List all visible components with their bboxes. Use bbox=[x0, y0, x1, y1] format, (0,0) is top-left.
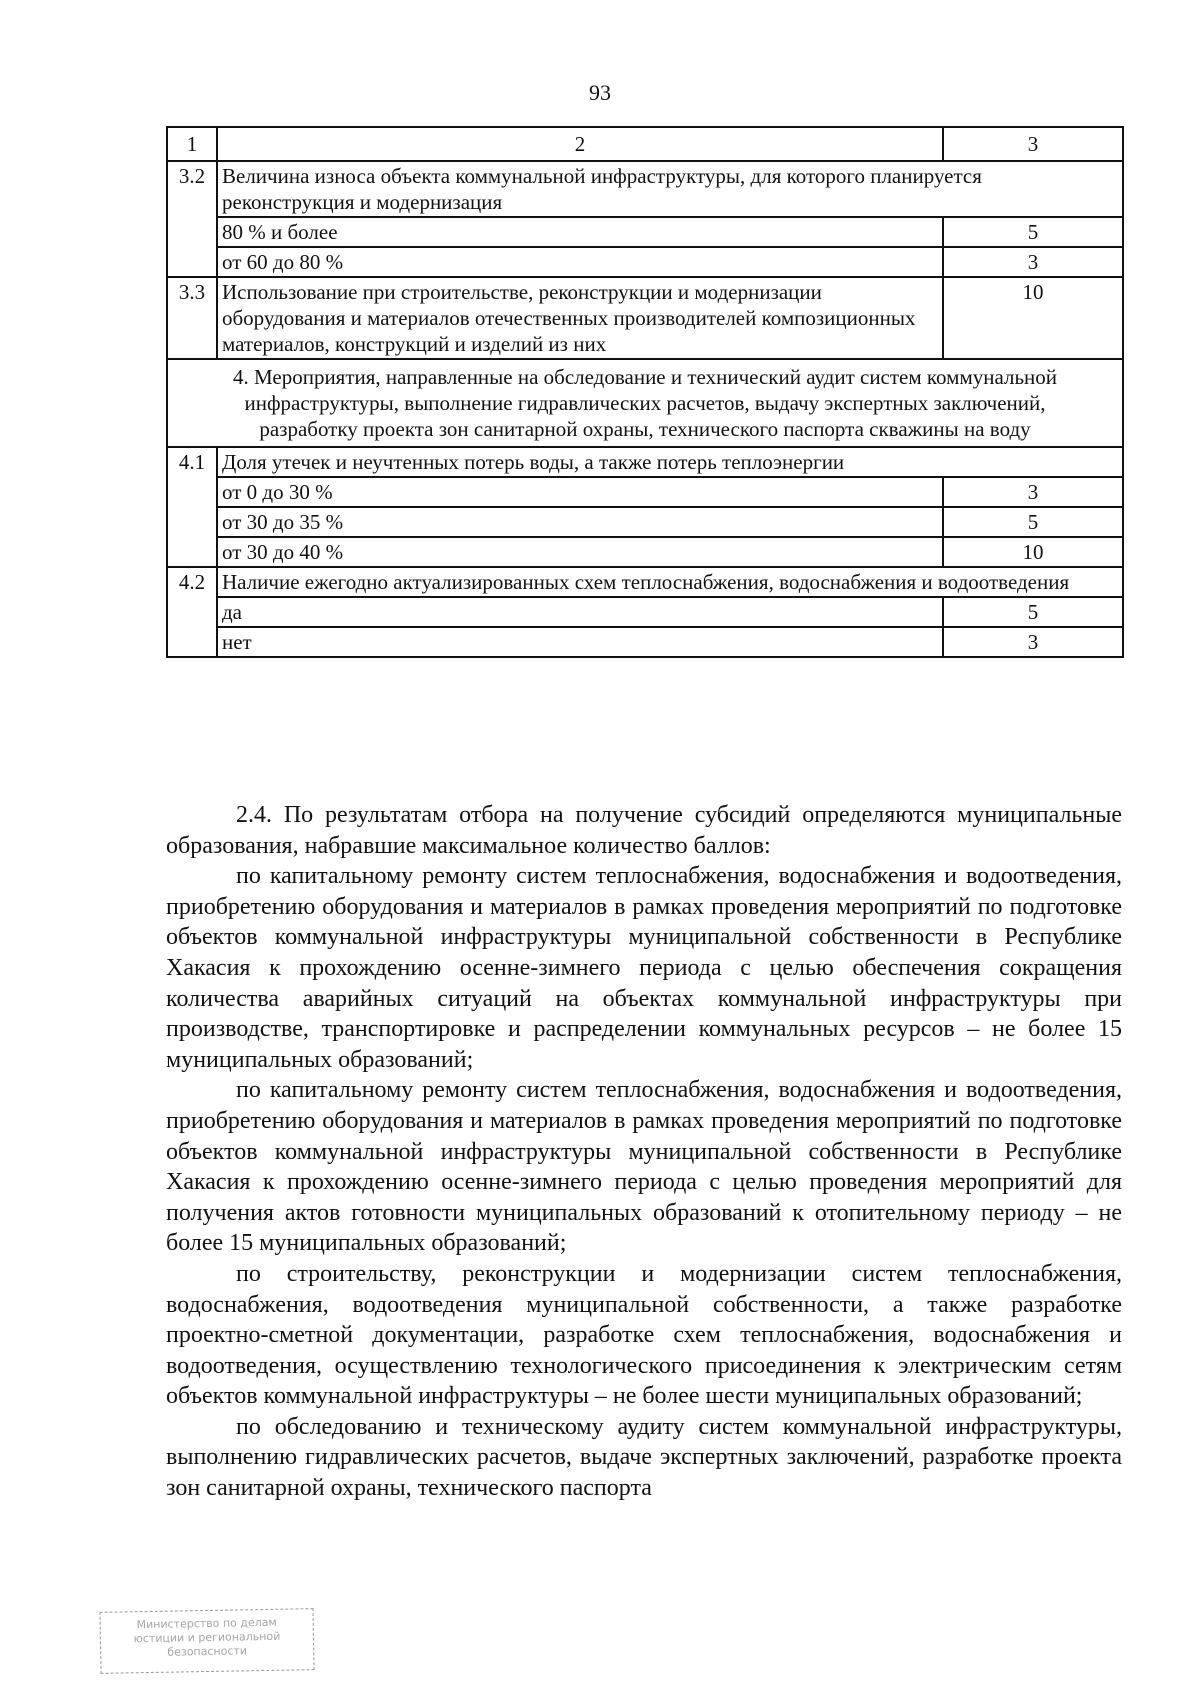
row-number: 4.1 bbox=[167, 447, 217, 567]
paragraph: по обследованию и техническому аудиту систем коммунальной инфраструктуры, выполнению гидравлических расчетов, выдаче экспертных заключений, разработке проекта зон санитарной охраны, технического паспорта bbox=[166, 1413, 1122, 1502]
criteria-table bbox=[166, 126, 1124, 658]
criterion-text: Доля утечек и неучтенных потерь воды, а также потерь теплоэнергии bbox=[217, 447, 1123, 477]
stamp-line: Министерство по делам bbox=[136, 1615, 277, 1632]
table-header-row bbox=[167, 127, 1123, 161]
table-row bbox=[167, 247, 1123, 277]
table-row bbox=[167, 447, 1123, 477]
option-score: 5 bbox=[943, 217, 1123, 247]
paragraph-2-4: 2.4. По результатам отбора на получение субсидий определяются муниципальные образования, набравшие максимальное количество баллов: bbox=[166, 802, 1122, 859]
header-col-2: 2 bbox=[217, 127, 943, 161]
table-row bbox=[167, 359, 1123, 447]
paragraph: по строительству, реконструкции и модернизации систем теплоснабжения, водоснабжения, водоотведения муниципальной собственности, а также разработке проектно-сметной документации, разработке схем теплоснабжения, водоснабжения и водоотведения, осуществлению технологического присоединения к электрическим сетям объектов коммунальной инфраструктуры – не более шести муниципальных образований; bbox=[166, 1260, 1122, 1410]
criterion-text: Величина износа объекта коммунальной инфраструктуры, для которого планируется реконструкция и модернизация bbox=[217, 161, 1123, 217]
option-score: 3 bbox=[943, 477, 1123, 507]
option-text: да bbox=[217, 597, 943, 627]
option-score: 5 bbox=[943, 597, 1123, 627]
table-row bbox=[167, 507, 1123, 537]
table-row bbox=[167, 627, 1123, 657]
row-number: 3.2 bbox=[167, 161, 217, 277]
option-score: 3 bbox=[943, 627, 1123, 657]
option-text: от 30 до 35 % bbox=[217, 507, 943, 537]
option-text: от 0 до 30 % bbox=[217, 477, 943, 507]
table-row bbox=[167, 537, 1123, 567]
table-row bbox=[167, 277, 1123, 359]
option-score: 5 bbox=[943, 507, 1123, 537]
option-text: нет bbox=[217, 627, 943, 657]
paragraph: по капитальному ремонту систем теплоснабжения, водоснабжения и водоотведения, приобретению оборудования и материалов в рамках проведения мероприятий по подготовке объектов коммунальной инфраструктуры муниципальной собственности в Республике Хакасия к прохождению осенне-зимнего периода с целью обеспечения сокращения количества аварийных ситуаций на объектах коммунальной инфраструктуры при производстве, транспортировке и распределении коммунальных ресурсов – не более 15 муниципальных образований; bbox=[166, 863, 1122, 1073]
option-score: 3 bbox=[943, 247, 1123, 277]
option-text: от 30 до 40 % bbox=[217, 537, 943, 567]
row-number: 3.3 bbox=[167, 277, 217, 359]
section-heading: 4. Мероприятия, направленные на обследование и технический аудит систем коммунальной инфраструктуры, выполнение гидравлических расчетов, выдачу экспертных заключений, разработку проекта зон санитарной охраны, технического паспорта скважины на воду bbox=[167, 359, 1123, 447]
criterion-text: Использование при строительстве, реконструкции и модернизации оборудования и материалов отечественных производителей композиционных материалов, конструкций и изделий из них bbox=[217, 277, 943, 359]
body-text bbox=[166, 800, 1122, 1504]
table-row bbox=[167, 477, 1123, 507]
criterion-score: 10 bbox=[943, 277, 1123, 359]
stamp-line: безопасности bbox=[167, 1644, 248, 1659]
table-row bbox=[167, 161, 1123, 217]
paragraph: по капитальному ремонту систем теплоснабжения, водоснабжения и водоотведения, приобретению оборудования и материалов в рамках проведения мероприятий по подготовке объектов коммунальной инфраструктуры муниципальной собственности в Республике Хакасия к прохождению осенне-зимнего периода с целью проведения мероприятий для получения актов готовности муниципальных образований к отопительному периоду – не более 15 муниципальных образований; bbox=[166, 1077, 1122, 1257]
criterion-text: Наличие ежегодно актуализированных схем теплоснабжения, водоснабжения и водоотведения bbox=[217, 567, 1123, 597]
option-score: 10 bbox=[943, 537, 1123, 567]
stamp-line: юстиции и региональной bbox=[133, 1629, 281, 1646]
table-row bbox=[167, 567, 1123, 597]
row-number: 4.2 bbox=[167, 567, 217, 657]
option-text: 80 % и более bbox=[217, 217, 943, 247]
option-text: от 60 до 80 % bbox=[217, 247, 943, 277]
header-col-3: 3 bbox=[943, 127, 1123, 161]
header-col-1: 1 bbox=[167, 127, 217, 161]
table-row bbox=[167, 597, 1123, 627]
table-row bbox=[167, 217, 1123, 247]
page-number: 93 bbox=[589, 80, 611, 105]
registration-stamp bbox=[99, 1608, 314, 1674]
